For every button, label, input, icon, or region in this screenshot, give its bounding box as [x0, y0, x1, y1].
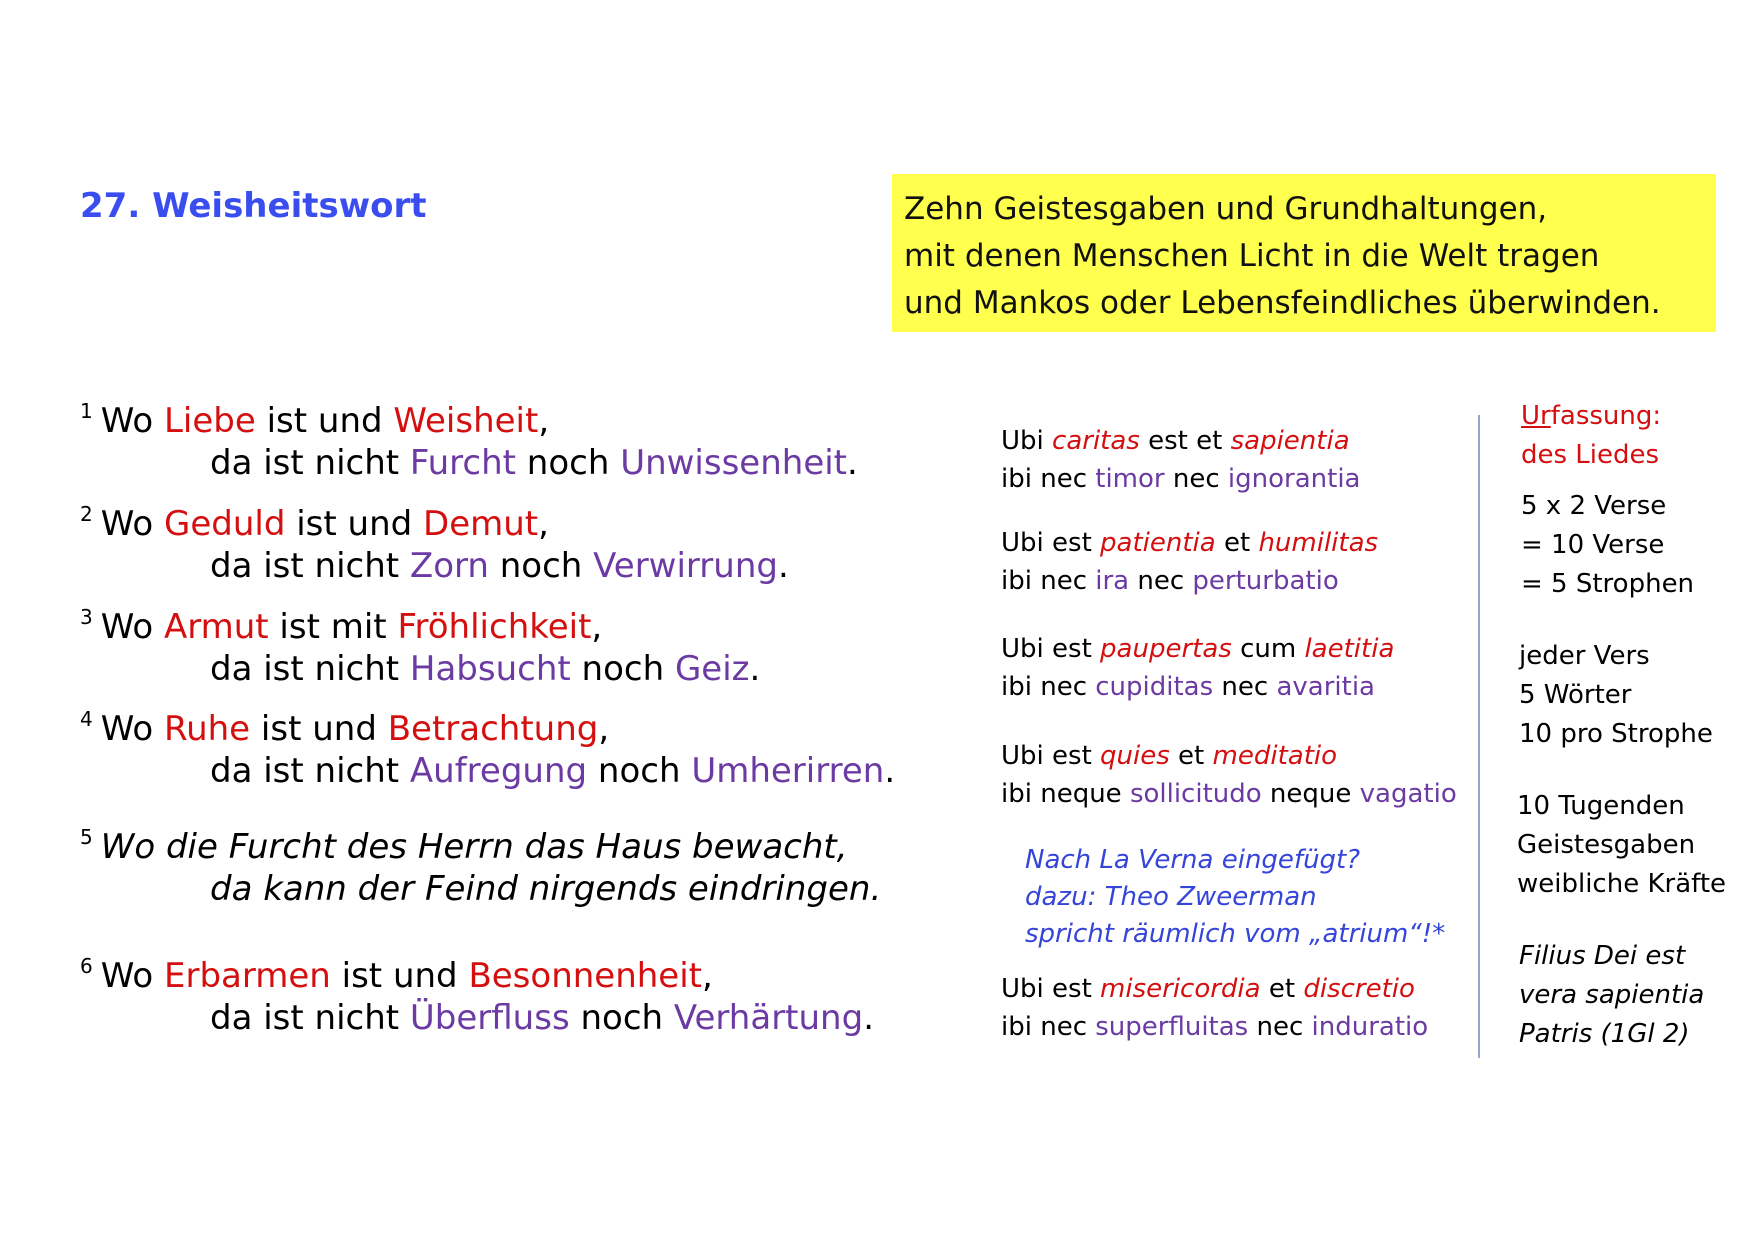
highlight-line: und Mankos oder Lebensfeindliches überwinden.: [904, 285, 1661, 321]
page-title: 27. Weisheitswort: [80, 186, 427, 226]
vice-word: Umherirren: [691, 751, 885, 791]
vice-word: Geiz: [674, 649, 750, 689]
vice-word: Zorn: [409, 546, 489, 586]
verse-number: 6: [80, 954, 93, 978]
highlight-line: Zehn Geistesgaben und Grundhaltungen,: [904, 191, 1548, 227]
verse-number: 5: [80, 825, 93, 849]
vice-word: Verhärtung: [673, 998, 864, 1038]
latin-verse-3: Ubi est paupertas cum laetitia ibi nec cupiditas nec avaritia: [1001, 634, 1395, 702]
highlight-box: [892, 174, 1716, 332]
side-block-verses: 5 x 2 Verse = 10 Verse = 5 Strophen: [1521, 491, 1695, 599]
vice-word: Überfluss: [409, 998, 570, 1038]
vice-word: Aufregung: [409, 751, 588, 791]
vice-word: Verwirrung: [593, 546, 778, 586]
verse-1: $^1$ Wo Liebe ist und Weisheit, da ist nicht Furcht noch Unwissenheit.: [80, 399, 858, 483]
latin-verse-2: Ubi est patientia et humilitas ibi nec ira nec perturbatio: [1001, 528, 1379, 596]
virtue-word: Erbarmen: [163, 956, 331, 996]
virtue-word: Betrachtung: [387, 709, 599, 749]
vice-word: Habsucht: [409, 649, 571, 689]
verse-3: $^3$ Wo Armut ist mit Fröhlichkeit, da ist nicht Habsucht noch Geiz.: [80, 605, 761, 689]
virtue-word: Demut: [423, 504, 539, 544]
side-block-words: jeder Vers 5 Wörter 10 pro Strophe: [1519, 641, 1713, 749]
verse-6: $^6$ Wo Erbarmen ist und Besonnenheit, da ist nicht Überfluss noch Verhärtung.: [80, 954, 874, 1038]
side-heading: Urfassung: des Liedes: [1521, 401, 1662, 470]
verse-5: $^5$ Wo die Furcht des Herrn das Haus bewacht, da kann der Feind nirgends eindringen.: [80, 825, 882, 909]
virtue-word: Fröhlichkeit: [397, 607, 592, 647]
latin-verse-6: Ubi est misericordia et discretio ibi nec superfluitas nec induratio: [1001, 974, 1429, 1042]
virtue-word: Armut: [163, 607, 269, 647]
side-block-quote: Filius Dei est vera sapientia Patris (1Gl 2): [1519, 941, 1705, 1049]
latin-verse-4: Ubi est quies et meditatio ibi neque sollicitudo neque vagatio: [1001, 741, 1457, 809]
annotation-note: Nach La Verna eingefügt? dazu: Theo Zweerman spricht räumlich vom „atrium“!*: [1025, 845, 1446, 949]
verse-number: 4: [80, 707, 93, 731]
verse-number: 3: [80, 605, 93, 629]
verse-number: 2: [80, 502, 93, 526]
verse-4: $^4$ Wo Ruhe ist und Betrachtung, da ist nicht Aufregung noch Umherirren.: [80, 707, 896, 791]
latin-verse-1: Ubi caritas est et sapientia ibi nec timor nec ignorantia: [1001, 426, 1361, 494]
virtue-word: Besonnenheit: [468, 956, 703, 996]
verse-number: 1: [80, 399, 93, 423]
virtue-word: Ruhe: [163, 709, 251, 749]
vice-word: Furcht: [409, 443, 516, 483]
verse-2: $^2$ Wo Geduld ist und Demut, da ist nicht Zorn noch Verwirrung.: [80, 502, 789, 586]
side-block-virtues: 10 Tugenden Geistesgaben weibliche Kräfte: [1517, 791, 1727, 899]
highlight-line: mit denen Menschen Licht in die Welt tragen: [904, 238, 1600, 274]
virtue-word: Geduld: [163, 504, 286, 544]
column-divider: [1478, 415, 1480, 1058]
virtue-word: Liebe: [163, 401, 256, 441]
vice-word: Unwissenheit: [620, 443, 848, 483]
virtue-word: Weisheit: [393, 401, 539, 441]
